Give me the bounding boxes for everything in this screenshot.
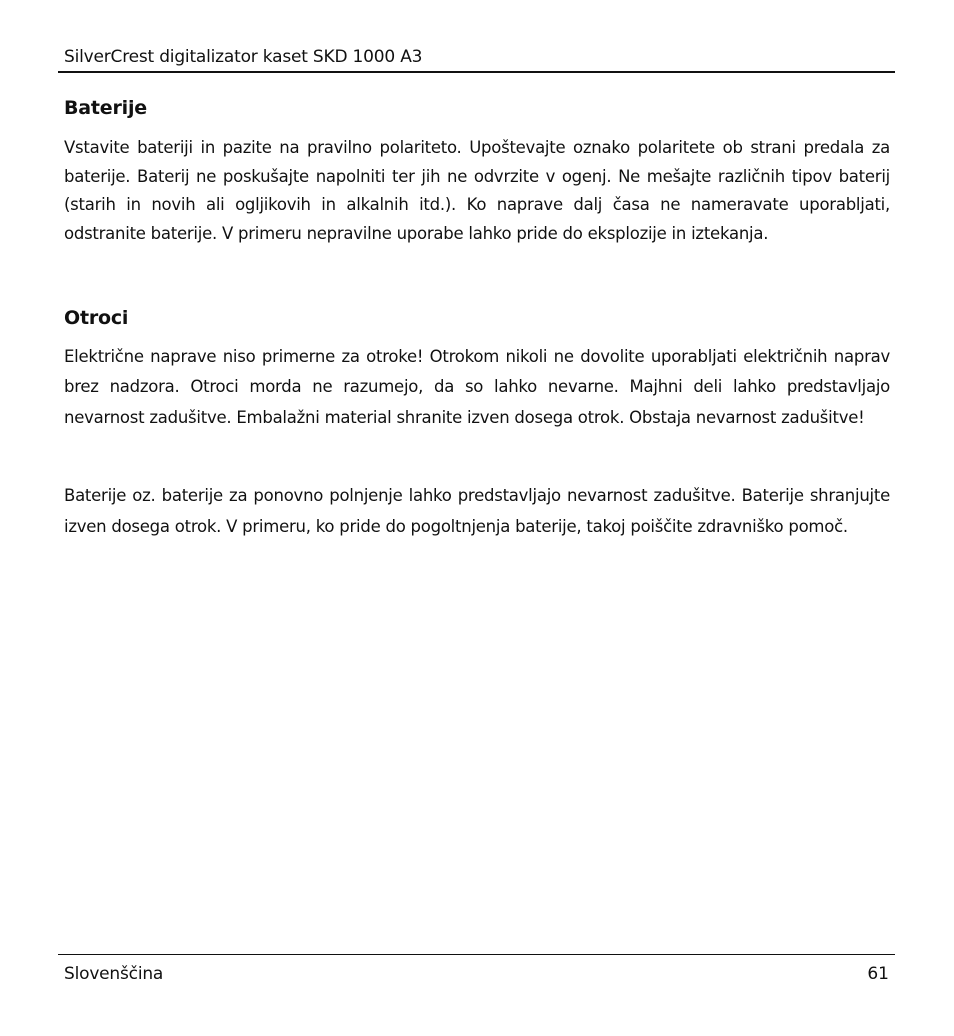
header-divider <box>58 71 895 73</box>
page-number: 61 <box>867 964 889 984</box>
paragraph-children-safety: Električne naprave niso primerne za otroke! Otrokom nikoli ne dovolite uporabljati električnih naprav brez nadzora. Otroci morda ne razumejo, da so lahko nevarne. Majhni deli lahko predstavljajo nevarnost zadušitve. Embalažni material shranite izven dosega otrok. Obstaja nevarnost zadušitve! <box>64 347 890 427</box>
paragraph-battery-choking-hazard: Baterije oz. baterije za ponovno polnjenje lahko predstavljajo nevarnost zadušitve. Baterije shranjujte izven dosega otrok. V primeru, ko pride do pogoltnjenja baterije, takoj poiščite zdravniško pomoč. <box>64 486 890 536</box>
footer-language: Slovenščina <box>64 964 164 984</box>
document-header-title: SilverCrest digitalizator kaset SKD 1000 A3 <box>64 47 423 67</box>
section-title-children: Otroci <box>64 307 129 329</box>
paragraph-batteries: Vstavite bateriji in pazite na pravilno polariteto. Upoštevajte oznako polaritete ob strani predala za baterije. Baterij ne poskušajte napolniti ter jih ne odvrzite v ogenj. Ne mešajte različnih tipov baterij (starih in novih ali ogljikovih in alkalnih itd.). Ko naprave dalj časa ne nameravate uporabljati, odstranite baterije. V primeru nepravilne uporabe lahko pride do eksplozije in iztekanja. <box>64 138 890 244</box>
section-title-batteries: Baterije <box>64 97 147 119</box>
footer-divider <box>58 954 895 955</box>
